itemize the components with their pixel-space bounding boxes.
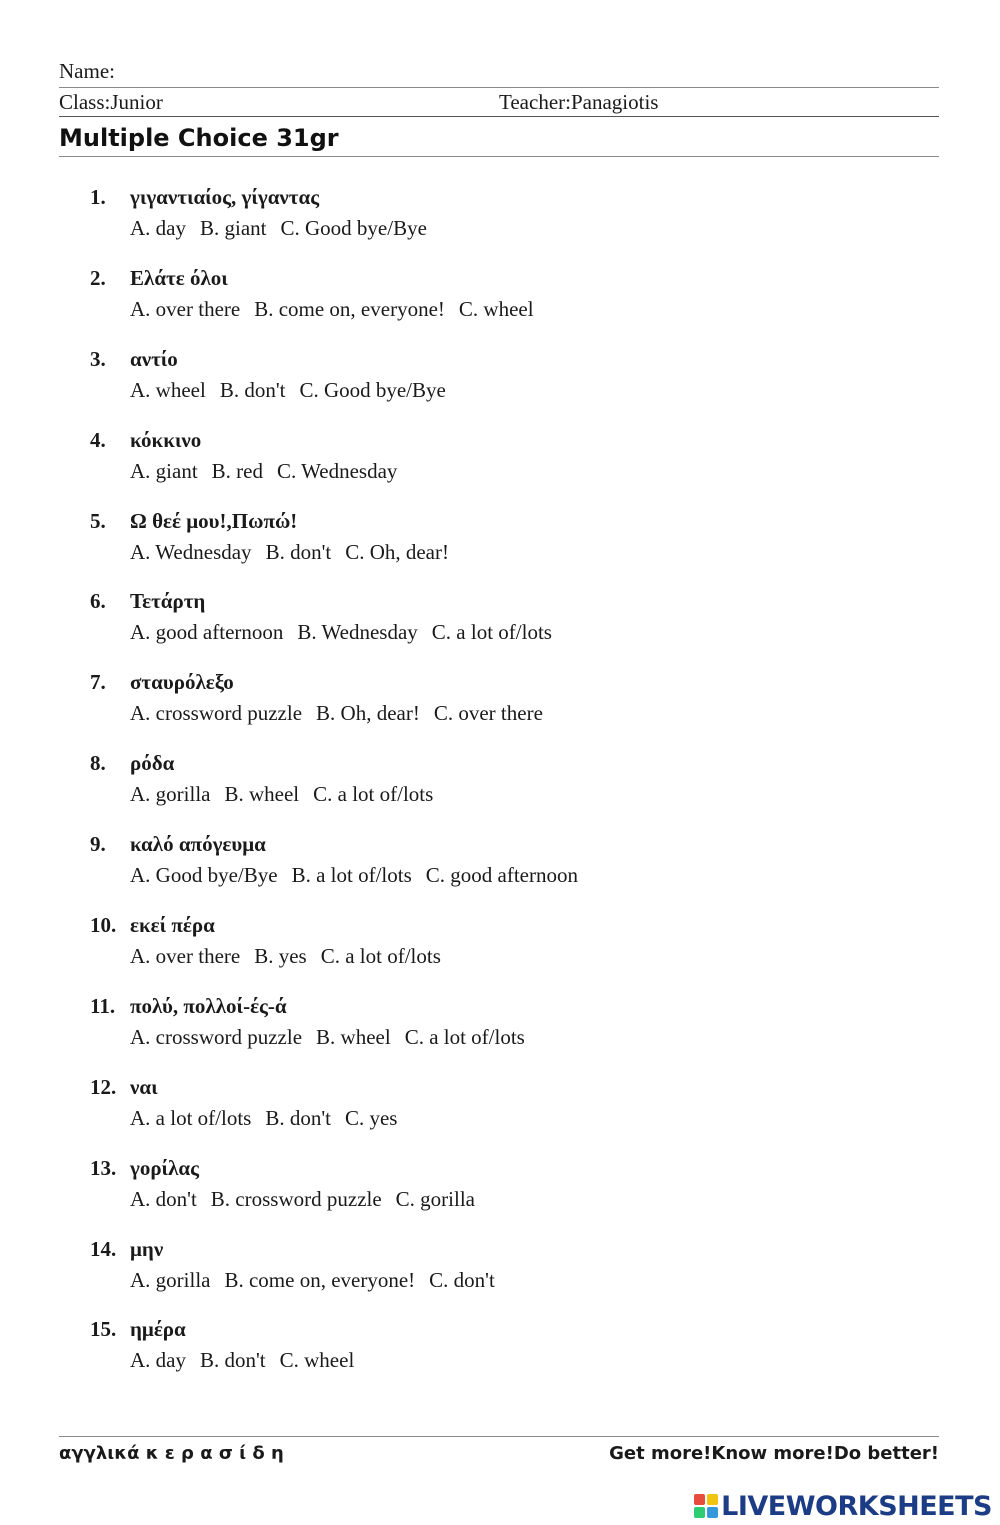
answer-option[interactable]: A. gorilla (130, 782, 211, 807)
answer-option[interactable]: C. Good bye/Bye (280, 216, 427, 240)
question-number: 1. (90, 185, 106, 209)
question-term: Ελάτε όλοι (130, 265, 228, 290)
logo-square (707, 1507, 718, 1518)
question-number: 10. (90, 913, 117, 938)
question-number: 15. (90, 1317, 117, 1342)
question-number: 8. (90, 751, 106, 776)
question-term: γορίλας (130, 1155, 199, 1180)
question-item (90, 1073, 910, 1154)
question-number: 11. (90, 993, 116, 1018)
answer-options (130, 295, 548, 323)
question-term: σταυρόλεξο (130, 670, 234, 695)
answer-option[interactable]: C. wheel (279, 1348, 355, 1373)
answer-option[interactable]: B. don't (265, 539, 332, 564)
question-number: 14. (90, 1236, 117, 1261)
answer-option[interactable]: A. day (130, 216, 186, 240)
question-term: ναι (130, 1074, 158, 1099)
class-label: Class:Junior (59, 90, 163, 114)
question-term: πολύ, πολλοί-ές-ά (130, 993, 287, 1018)
answer-option[interactable]: C. a lot of/lots (313, 782, 434, 807)
answer-option[interactable]: B. giant (200, 216, 267, 240)
answer-option[interactable]: C. wheel (458, 296, 534, 321)
question-list (90, 183, 910, 1396)
question-item (90, 749, 910, 830)
answer-options (130, 1023, 539, 1051)
answer-option[interactable]: B. wheel (316, 1024, 391, 1049)
question-item (90, 587, 910, 668)
answer-option[interactable]: B. wheel (224, 782, 300, 807)
question-item (90, 264, 910, 345)
question-term: Τετάρτη (130, 589, 206, 614)
question-item (90, 911, 910, 992)
question-number: 2. (90, 265, 106, 290)
answer-option[interactable]: C. a lot of/lots (431, 620, 552, 645)
answer-option[interactable]: A. giant (130, 458, 198, 483)
question-item (90, 183, 910, 264)
question-term: κόκκινο (130, 427, 202, 452)
answer-option[interactable]: C. don't (429, 1267, 495, 1292)
question-number: 12. (90, 1074, 117, 1099)
answer-option[interactable]: A. crossword puzzle (130, 701, 303, 726)
answer-option[interactable]: A. wheel (130, 377, 206, 402)
question-number: 4. (90, 427, 106, 452)
question-number: 13. (90, 1155, 117, 1180)
question-item (90, 992, 910, 1073)
answer-option[interactable]: C. over there (433, 701, 543, 726)
answer-option[interactable]: A. over there (130, 296, 241, 321)
answer-option[interactable]: A. Good bye/Bye (130, 863, 278, 888)
page-title: Multiple Choice 31gr (59, 120, 939, 157)
liveworksheets-brand[interactable] (694, 1487, 992, 1525)
answer-options (130, 861, 592, 889)
answer-options (130, 1104, 411, 1132)
answer-options (130, 214, 441, 242)
question-item (90, 345, 910, 426)
answer-option[interactable]: A. gorilla (130, 1267, 211, 1292)
answer-option[interactable]: B. crossword puzzle (210, 1186, 382, 1211)
logo-square (694, 1507, 705, 1518)
answer-option[interactable]: C. Oh, dear! (345, 539, 449, 564)
answer-option[interactable]: B. yes (254, 944, 307, 969)
answer-option[interactable]: B. come on, everyone! (224, 1267, 416, 1292)
answer-options (130, 699, 557, 727)
question-number: 6. (90, 589, 106, 614)
answer-option[interactable]: A. over there (130, 944, 241, 969)
liveworksheets-logo-icon (694, 1494, 718, 1518)
brand-text: LIVEWORKSHEETS (721, 1490, 992, 1522)
answer-option[interactable]: A. crossword puzzle (130, 1024, 303, 1049)
answer-option[interactable]: B. don't (265, 1105, 331, 1130)
answer-options (130, 1185, 489, 1213)
question-term: μην (130, 1236, 164, 1261)
answer-option[interactable]: C. yes (344, 1105, 398, 1130)
name-label: Name: (59, 59, 115, 83)
question-number: 7. (90, 670, 106, 695)
question-item (90, 1154, 910, 1235)
answer-options (130, 942, 455, 970)
answer-options (130, 376, 460, 404)
question-item (90, 507, 910, 588)
question-item (90, 668, 910, 749)
answer-option[interactable]: C. Wednesday (276, 458, 398, 483)
answer-option[interactable]: B. red (211, 458, 263, 483)
logo-square (694, 1494, 705, 1505)
answer-options (130, 618, 566, 646)
logo-square (707, 1494, 718, 1505)
question-item (90, 426, 910, 507)
class-row (59, 88, 939, 117)
answer-option[interactable]: B. come on, everyone! (254, 296, 445, 321)
answer-option[interactable]: A. Wednesday (130, 539, 252, 564)
answer-option[interactable]: C. a lot of/lots (320, 944, 441, 969)
answer-options (130, 538, 463, 566)
question-item (90, 830, 910, 911)
answer-option[interactable]: A. day (130, 1348, 186, 1373)
footer-left-text: αγγλικά κ ε ρ α σ ί δ η (59, 1443, 284, 1464)
question-number: 5. (90, 508, 106, 533)
question-number: 9. (90, 832, 106, 857)
question-term: Ω θεέ μου!,Πωπώ! (130, 508, 298, 533)
teacher-label: Teacher:Panagiotis (499, 90, 659, 114)
question-item (90, 1315, 910, 1396)
answer-option[interactable]: B. don't (200, 1348, 266, 1373)
answer-options (130, 1346, 368, 1374)
answer-options (130, 457, 411, 485)
answer-options (130, 780, 447, 808)
question-term: εκεί πέρα (130, 913, 215, 938)
question-term: αντίο (130, 346, 178, 371)
answer-option[interactable]: B. a lot of/lots (291, 863, 412, 888)
footer-right-text: Get more!Know more!Do better! (609, 1443, 939, 1464)
answer-option[interactable]: B. don't (219, 377, 286, 402)
answer-option[interactable]: C. good afternoon (425, 863, 578, 888)
question-number: 3. (90, 346, 106, 371)
question-item (90, 1235, 910, 1316)
name-field (59, 58, 939, 88)
answer-options (130, 1266, 509, 1294)
answer-option[interactable]: C. gorilla (395, 1186, 475, 1211)
answer-option[interactable]: B. Wednesday (297, 620, 418, 645)
answer-option[interactable]: A. a lot of/lots (130, 1105, 252, 1130)
question-term: γιγαντιαίος, γίγαντας (130, 185, 320, 209)
question-term: ημέρα (130, 1317, 186, 1342)
question-term: καλό απόγευμα (130, 832, 266, 857)
answer-option[interactable]: C. Good bye/Bye (299, 377, 446, 402)
question-term: ρόδα (130, 751, 175, 776)
answer-option[interactable]: A. don't (130, 1186, 197, 1211)
answer-option[interactable]: A. good afternoon (130, 620, 284, 645)
answer-option[interactable]: C. a lot of/lots (404, 1024, 525, 1049)
answer-option[interactable]: B. Oh, dear! (316, 701, 420, 726)
footer-divider (59, 1436, 939, 1437)
